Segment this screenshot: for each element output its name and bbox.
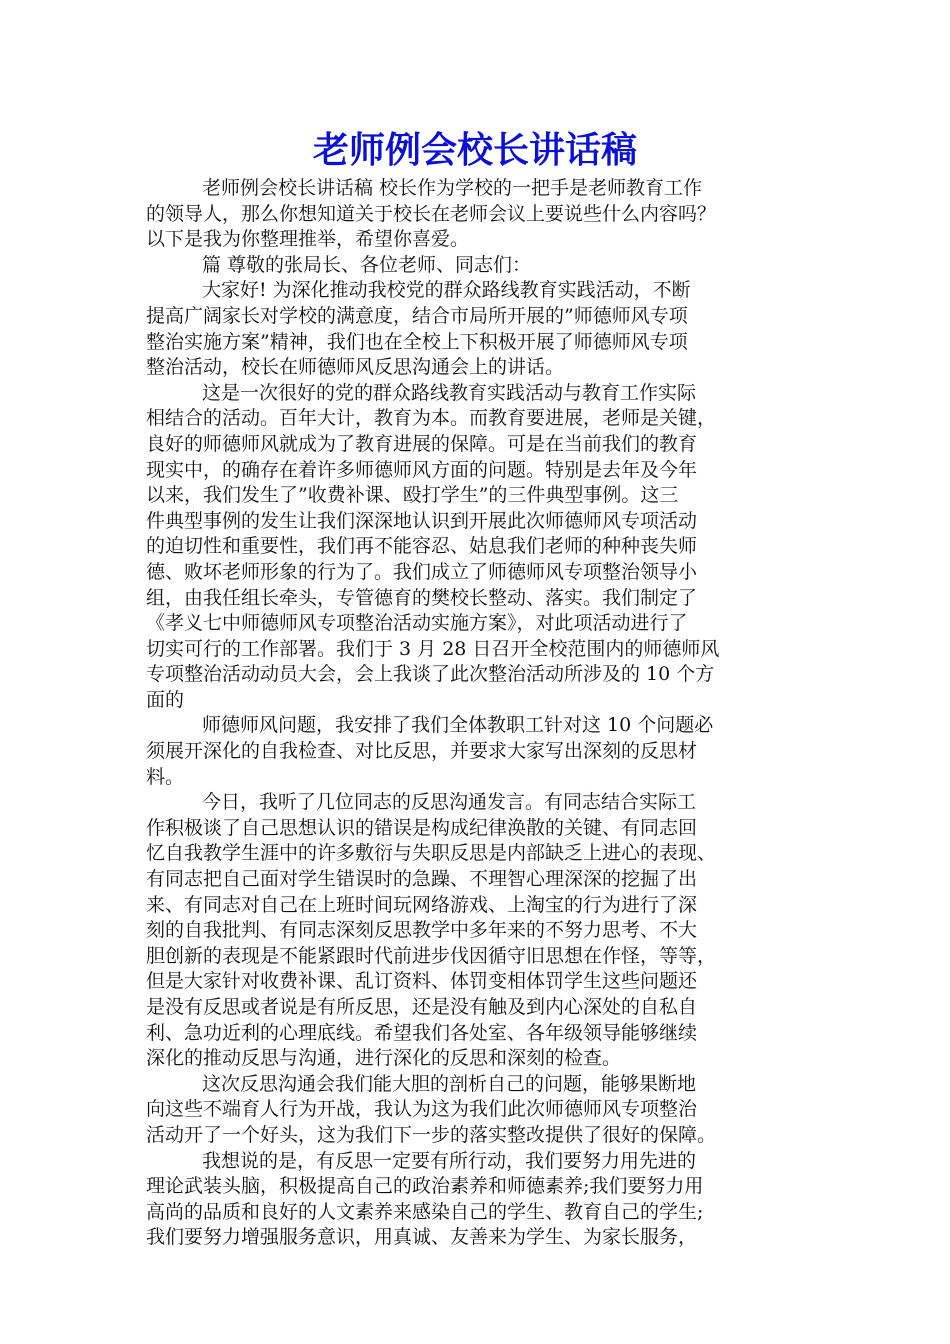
text-line: 大家好! 为深化推动我校党的群众路线教育实践活动，不断 <box>202 279 691 302</box>
text-line: 《孝义七中师德师风专项整治活动实施方案》，对此项活动进行了 <box>146 612 688 635</box>
paragraph <box>146 253 810 279</box>
text-line: 整治实施方案”精神，我们也在全校上下积极开展了师德师风专项 <box>146 330 688 353</box>
paragraph <box>146 790 810 1072</box>
text-line: 向这些不端育人行为开战，我认为这为我们此次师德师风专项整治 <box>146 1098 698 1121</box>
text-line: 这次反思沟通会我们能大胆的剖析自己的问题，能够果断地 <box>202 1072 697 1095</box>
text-line: 现实中，的确存在着许多师德师风方面的问题。特别是去年及今年 <box>146 458 698 481</box>
text-line: 高尚的品质和良好的人文素养来感染自己的学生、教育自己的学生; <box>146 1200 704 1223</box>
text-line: 整治活动，校长在师德师风反思沟通会上的讲话。 <box>146 356 565 379</box>
text-line: 来、有同志对自己在上班时间玩网络游戏、上淘宝的行为进行了深 <box>146 893 698 916</box>
text-line: 今日，我听了几位同志的反思沟通发言。有同志结合实际工 <box>202 791 697 814</box>
text-line: 件典型事例的发生让我们深深地认识到开展此次师德师风专项活动 <box>146 509 698 532</box>
text-line: 良好的师德师风就成为了教育进展的保障。可是在当前我们的教育 <box>146 432 698 455</box>
text-line: 德、败坏老师形象的行为了。我们成立了师德师风专项整治领导小 <box>146 560 698 583</box>
text-line: 我想说的是，有反思一定要有所行动，我们要努力用先进的 <box>202 1149 697 1172</box>
text-line: 这是一次很好的党的群众路线教育实践活动与教育工作实际 <box>202 381 697 404</box>
text-line: 作积极谈了自己思想认识的错误是构成纪律涣散的关键、有同志回 <box>146 816 698 839</box>
text-line: 忆自我教学生涯中的许多敷衍与失职反思是内部缺乏上进心的表现、 <box>146 842 717 865</box>
text-line: 以来，我们发生了”收费补课、殴打学生”的三件典型事例。这三 <box>146 484 679 507</box>
text-line: 但是大家针对收费补课、乱订资料、体罚变相体罚学生这些问题还 <box>146 970 698 993</box>
text-line: 切实可行的工作部署。我们于 3 月 28 日召开全校范围内的师德师风 <box>146 637 720 660</box>
text-line: 活动开了一个好头，这为我们下一步的落实整改提供了很好的保障。 <box>146 1123 717 1146</box>
text-line: 须展开深化的自我检查、对比反思，并要求大家写出深刻的反思材 <box>146 740 698 763</box>
paragraph <box>146 1149 810 1251</box>
text-line: 老师例会校长讲话稿 校长作为学校的一把手是老师教育工作 <box>202 177 703 199</box>
text-line: 刻的自我批判、有同志深刻反思教学中多年来的不努力思考、不大 <box>146 919 698 942</box>
text-line: 理论武装头脑，积极提高自己的政治素养和师德素养;我们要努力用 <box>146 1175 704 1198</box>
text-line: 利、急功近利的心理底线。希望我们各处室、各年级领导能够继续 <box>146 1021 698 1044</box>
text-line: 有同志把自己面对学生错误时的急躁、不理智心理深深的挖掘了出 <box>146 868 698 891</box>
text-line: 提高广阔家长对学校的满意度，结合市局所开展的”师德师风专项 <box>146 304 688 327</box>
paragraph <box>146 1072 810 1149</box>
paragraph <box>146 176 810 253</box>
text-line: 料。 <box>146 765 185 788</box>
text-line: 我们要努力增强服务意识，用真诚、友善来为学生、为家长服务， <box>146 1226 698 1249</box>
text-line: 面的 <box>146 688 185 711</box>
text-line: 以下是我为你整理推举，希望你喜爱。 <box>146 228 470 251</box>
text-line: 胆创新的表现是不能紧跟时代前进步伐因循守旧思想在作怪，等等， <box>146 944 717 967</box>
text-line: 相结合的活动。百年大计，教育为本。而教育要进展，老师是关键， <box>146 407 717 430</box>
text-line: 组，由我任组长牵头，专管德育的樊校长整动、落实。我们制定了 <box>146 586 698 609</box>
text-line: 篇 尊敬的张局长、各位老师、同志们： <box>202 253 532 276</box>
text-line: 是没有反思或者说是有所反思，还是没有触及到内心深处的自私自 <box>146 996 698 1018</box>
document-body <box>146 176 810 1251</box>
text-line: 的迫切性和重要性，我们再不能容忍、姑息我们老师的种种丧失师 <box>146 535 698 558</box>
document-title: 老师例会校长讲话稿 <box>312 129 637 171</box>
text-line: 的领导人，那么你想知道关于校长在老师会议上要说些什么内容吗？ <box>146 202 717 225</box>
text-line: 专项整治活动动员大会，会上我谈了此次整治活动所涉及的 10 个方 <box>146 663 715 686</box>
paragraph <box>146 381 810 714</box>
text-line: 师德师风问题，我安排了我们全体教职工针对这 10 个问题必 <box>202 714 714 737</box>
paragraph <box>146 713 810 790</box>
text-line: 深化的推动反思与沟通，进行深化的反思和深刻的检查。 <box>146 1047 622 1070</box>
paragraph <box>146 278 810 380</box>
